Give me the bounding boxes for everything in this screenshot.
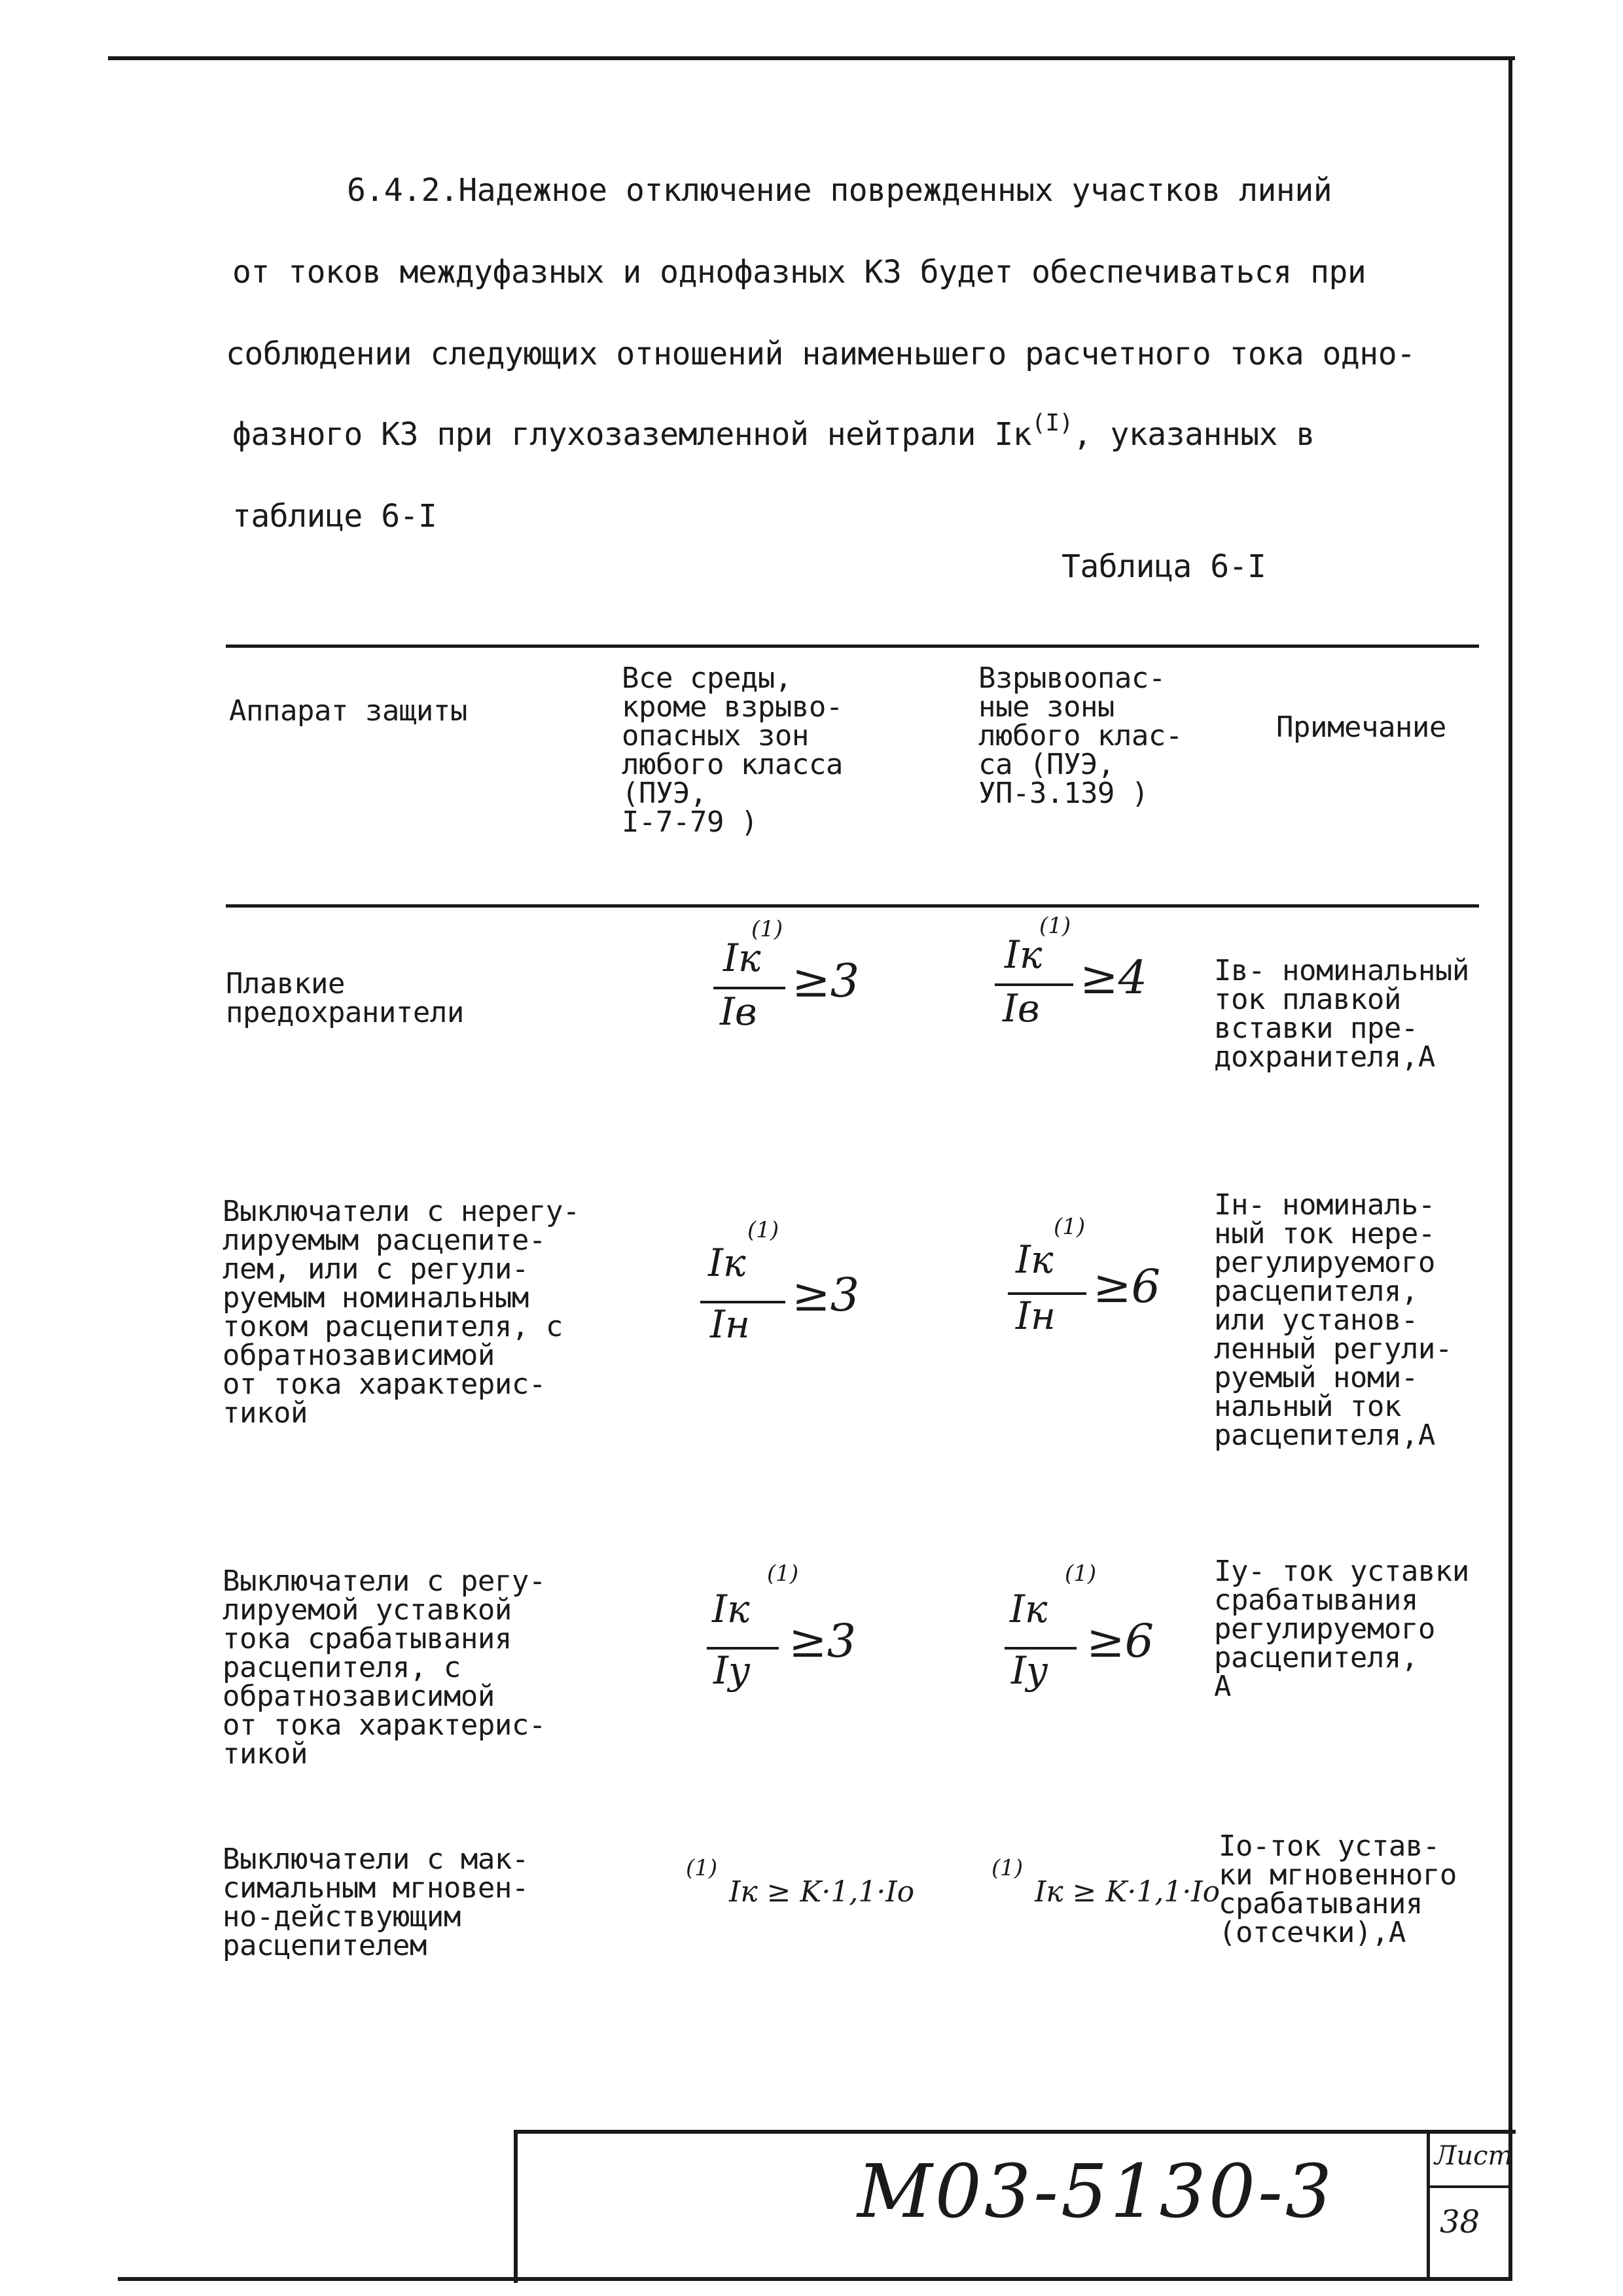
formula-denominator: Iн	[1016, 1294, 1056, 1338]
paragraph-line-4	[232, 410, 1315, 456]
paragraph-line-1: 6.4.2.Надежное отключение поврежденных участков линий	[347, 172, 1332, 209]
row2-formula-explosive	[1008, 1214, 1178, 1358]
row1-formula-explosive	[995, 913, 1165, 1044]
formula-superscript: (1)	[767, 1561, 799, 1587]
formula-superscript: (1)	[751, 916, 783, 942]
formula-denominator: Iу	[713, 1648, 751, 1693]
formula-ratio: ≥3	[792, 954, 860, 1008]
formula-numerator: Iк	[723, 936, 761, 980]
formula-denominator: Iн	[710, 1302, 751, 1347]
formula-numerator: Iк	[1010, 1587, 1048, 1631]
paragraph-line-2: от токов междуфазных и однофазных КЗ будет обеспечиваться при	[232, 254, 1366, 291]
table-caption: Таблица 6-I	[1061, 548, 1266, 585]
sheet-cell-divider	[1427, 2185, 1512, 2188]
paragraph-line-4-text: фазного КЗ при глухозаземленной нейтрали Iк	[232, 416, 1032, 453]
formula-denominator: Iу	[1011, 1648, 1048, 1693]
sheet-label: Лист	[1435, 2141, 1513, 2171]
sheet-number: 38	[1440, 2204, 1480, 2240]
formula-ratio: ≥6	[1093, 1260, 1161, 1313]
row1-formula-general	[713, 916, 870, 1047]
row4-formula-explosive	[991, 1855, 1221, 1911]
row2-note: Iн- номиналь- ный ток нере- регулируемого расцепителя, или установ- ленный регули- руемый номи- нальный ток расцепителя,А	[1214, 1188, 1452, 1452]
header-explosive-zones: Взрывоопас- ные зоны любого клас- са (ПУЭ, УП-3.139 )	[978, 662, 1183, 810]
document-code: М03-5130-3	[857, 2149, 1335, 2234]
formula-superscript: (1)	[991, 1855, 1024, 1881]
formula-ratio: ≥3	[792, 1268, 860, 1322]
formula-ratio: ≥3	[789, 1614, 857, 1668]
formula-ratio: ≥4	[1080, 951, 1148, 1004]
title-block-divider	[1427, 2130, 1430, 2279]
header-all-environments: Все среды, кроме взрыво- опасных зон любого класса (ПУЭ, I-7-79 )	[622, 662, 843, 839]
row1-device: Плавкие предохранители	[226, 967, 464, 1029]
paragraph-line-4-tail: , указанных в	[1073, 416, 1315, 453]
formula-numerator: Iк	[1005, 932, 1043, 977]
frame-top-line	[108, 56, 1515, 60]
row3-formula-general	[707, 1561, 877, 1711]
row2-formula-general	[700, 1217, 870, 1361]
formula-expression: Iк ≥ K·1,1·Io	[1034, 1875, 1221, 1909]
formula-denominator: Iв	[720, 989, 757, 1034]
formula-numerator: Iк	[708, 1241, 746, 1285]
formula-numerator: Iк	[712, 1587, 750, 1631]
row2-device: Выключатели с нерегу- лируемым расцепите- лем, или с регули- руемым номинальным током расцепителя, с обратнозависимой от тока характерис- тикой	[223, 1195, 580, 1430]
formula-superscript: (1)	[1065, 1561, 1097, 1587]
formula-superscript: (1)	[1054, 1214, 1086, 1240]
formula-expression: Iк ≥ K·1,1·Io	[728, 1875, 915, 1909]
formula-numerator: Iк	[1016, 1237, 1054, 1282]
header-device: Аппарат защиты	[229, 694, 467, 728]
formula-superscript: (1)	[686, 1855, 718, 1881]
row1-note: Iв- номинальный ток плавкой вставки пре- дохранителя,А	[1214, 954, 1469, 1074]
superscript-one: (I)	[1031, 410, 1073, 436]
table-header-rule	[226, 904, 1479, 908]
frame-right-line	[1508, 56, 1512, 2281]
paragraph-line-3: соблюдении следующих отношений наименьшего расчетного тока одно-	[226, 336, 1416, 372]
row4-formula-general	[686, 1855, 915, 1911]
formula-superscript: (1)	[1039, 913, 1071, 939]
row4-note: Io-ток устав- ки мгновенного срабатывания (отсечки),А	[1219, 1829, 1457, 1949]
row3-device: Выключатели с регу- лируемой уставкой тока срабатывания расцепителя, с обратнозависимой от тока характерис- тикой	[223, 1564, 546, 1771]
table-top-rule	[226, 645, 1479, 648]
header-note: Примечание	[1276, 711, 1446, 744]
row3-note: Iу- ток уставки срабатывания регулируемого расцепителя, А	[1214, 1555, 1469, 1703]
paragraph-line-5: таблице 6-I	[232, 498, 437, 535]
formula-ratio: ≥6	[1086, 1614, 1154, 1668]
formula-superscript: (1)	[747, 1217, 779, 1243]
formula-denominator: Iв	[1003, 986, 1040, 1031]
row3-formula-explosive	[1005, 1561, 1175, 1711]
row4-device: Выключатели с мак- симальным мгновен- но-действующим расцепителем	[223, 1843, 529, 1962]
